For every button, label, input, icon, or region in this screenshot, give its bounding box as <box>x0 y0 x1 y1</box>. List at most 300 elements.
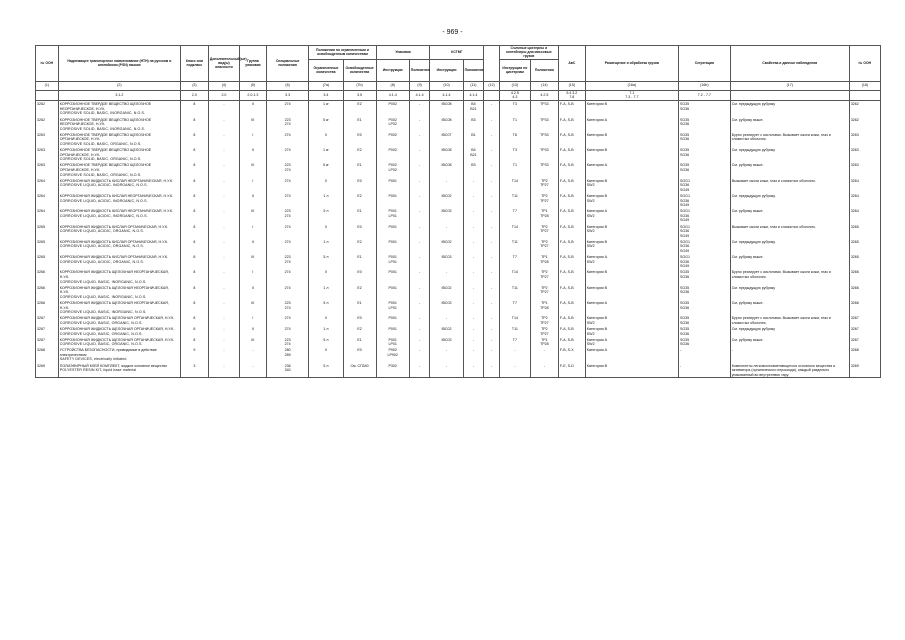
cell-un: 3267 <box>36 336 59 347</box>
header-stowage: Размещение и обработка грузов <box>585 46 678 82</box>
header-limited-qty: Ограниченные количества <box>309 59 343 81</box>
cell-eq: E2 <box>343 100 376 116</box>
cell-un2: 3263 <box>849 162 880 177</box>
name-ru: КОРРОЗИОННАЯ ЖИДКОСТЬ ЩЕЛОЧНАЯ ОРГАНИЧЕСКАЯ, Н.У.К. <box>59 337 175 342</box>
header-packaging: Упаковка <box>376 46 430 60</box>
cell-ems: F-A, S-B <box>558 116 585 131</box>
table-row <box>36 325 881 336</box>
cell-ip: - <box>463 238 484 253</box>
cell-name <box>58 131 180 146</box>
cell-lq: 5 кг <box>309 116 343 131</box>
cell-eq: E2 <box>343 284 376 299</box>
cell-pp: - <box>409 147 430 162</box>
cell-name <box>58 177 180 192</box>
cell-pg: - <box>239 362 266 378</box>
header-ibc-provisions: Положения <box>463 59 484 81</box>
name-ru: КОРРОЗИОННАЯ ЖИДКОСТЬ ЩЕЛОЧНАЯ ОРГАНИЧЕСКАЯ, Н.У.К. <box>59 316 175 321</box>
cell-eq: E1 <box>343 116 376 131</box>
cell-sp: 280 289 <box>266 347 308 362</box>
column-number-cell: (5) <box>239 81 266 90</box>
cell-pp: - <box>409 100 430 116</box>
cell-seg: SG35 SG36 <box>678 284 730 299</box>
cell-prop: См. рубрику выше. <box>730 299 849 314</box>
column-number-cell: (11) <box>463 81 484 90</box>
cell-stow: Категория A SW2 <box>585 208 678 223</box>
cell-prop: Вызывает ожоги кожи, глаз и слизистых оболочек. <box>730 223 849 238</box>
cell-pi: P001 <box>376 238 409 253</box>
cell-eq: E1 <box>343 208 376 223</box>
table-row <box>36 223 881 238</box>
cell-prop: См. предыдущую рубрику <box>730 284 849 299</box>
cell-un2: 3266 <box>849 299 880 314</box>
cell-pp: - <box>409 299 430 314</box>
cell-sub: - <box>208 147 239 162</box>
cell-prop: См. предыдущую рубрику <box>730 325 849 336</box>
cell-x12: - <box>484 269 500 284</box>
cell-pi: P001 <box>376 269 409 284</box>
table-row <box>36 254 881 269</box>
cell-pi: P001 <box>376 192 409 207</box>
cell-lq: 5 кг <box>309 162 343 177</box>
cell-ems: F-A, S-B <box>558 254 585 269</box>
cell-ip: - <box>463 362 484 378</box>
cell-pg: I <box>239 177 266 192</box>
cell-ii: - <box>430 223 463 238</box>
cell-ii: IBC02 <box>430 325 463 336</box>
cell-eq: E2 <box>343 238 376 253</box>
header-excepted-qty: Освобожденные количества <box>343 59 376 81</box>
column-number-cell: (10) <box>430 81 463 90</box>
cell-ems: F-A, S-B <box>558 238 585 253</box>
cell-tp: TP1 TP28 <box>530 254 558 269</box>
cell-ti: T14 <box>499 223 530 238</box>
cell-name <box>58 238 180 253</box>
column-number-cell: (6) <box>266 81 308 90</box>
cell-stow: Категория B <box>585 100 678 116</box>
cell-cls: 8 <box>180 325 208 336</box>
name-ru: КОРРОЗИОННАЯ ЖИДКОСТЬ ЩЕЛОЧНАЯ ОРГАНИЧЕСКАЯ, Н.У.К. <box>59 326 175 331</box>
cell-cls: 8 <box>180 284 208 299</box>
cell-x12: - <box>484 131 500 146</box>
cell-seg: SG35 SG36 <box>678 325 730 336</box>
cell-sp: 274 <box>266 147 308 162</box>
cell-seg: SGG1 SG36 SG49 <box>678 177 730 192</box>
cell-eq: E1 <box>343 299 376 314</box>
name-ru: КОРРОЗИОННОЕ ТВЕРДОЕ ВЕЩЕСТВО ЩЕЛОЧНОЕ ОРГАНИЧЕСКОЕ, Н.У.К. <box>59 132 152 142</box>
cell-un: 3265 <box>36 254 59 269</box>
cell-ii: - <box>430 315 463 326</box>
name-en: CORROSIVE SOLID, BASIC, ORGANIC, N.O.S. <box>59 142 142 147</box>
cell-pp: - <box>409 208 430 223</box>
cell-name <box>58 336 180 347</box>
cell-lq: 0 <box>309 223 343 238</box>
cell-pp: - <box>409 315 430 326</box>
cell-cls: 8 <box>180 238 208 253</box>
cell-ti: T7 <box>499 254 530 269</box>
cell-ii: - <box>430 177 463 192</box>
header-col-12 <box>484 46 500 82</box>
name-ru: КОРРОЗИОННАЯ ЖИДКОСТЬ ЩЕЛОЧНАЯ НЕОРГАНИЧЕСКАЯ, Н.У.К. <box>59 285 169 295</box>
cell-ip: - <box>463 336 484 347</box>
cell-un2: 3266 <box>849 284 880 299</box>
cell-un: 3264 <box>36 177 59 192</box>
header-no-oon-end: № ООН <box>849 46 880 82</box>
cell-un: 3268 <box>36 347 59 362</box>
cell-lq: 0 <box>309 347 343 362</box>
cell-pi: P001 LP01 <box>376 208 409 223</box>
cell-name <box>58 116 180 131</box>
cell-pi: P001 <box>376 177 409 192</box>
cell-cls: 8 <box>180 299 208 314</box>
column-reference-cell: 4.1.4 <box>409 90 430 100</box>
cell-pi: P002 <box>376 147 409 162</box>
cell-ii: - <box>430 269 463 284</box>
table-row <box>36 192 881 207</box>
cell-tp: TP2 TP27 <box>530 325 558 336</box>
name-ru: КОРРОЗИОННОЕ ТВЕРДОЕ ВЕЩЕСТВО ЩЕЛОЧНОЕ ОРГАНИЧЕСКОЕ, Н.У.К. <box>59 148 152 157</box>
name-en: CORROSIVE SOLID, BASIC, ORGANIC, N.O.S. <box>59 157 142 162</box>
cell-pi: P001 <box>376 325 409 336</box>
cell-pg: III <box>239 208 266 223</box>
cell-eq: E0 <box>343 177 376 192</box>
cell-name <box>58 254 180 269</box>
cell-sub: - <box>208 131 239 146</box>
name-ru: КОРРОЗИОННАЯ ЖИДКОСТЬ ЩЕЛОЧНАЯ НЕОРГАНИЧЕСКАЯ, Н.У.К. <box>59 300 169 310</box>
cell-tp: TP2 TP27 <box>530 223 558 238</box>
column-number-cell: (3) <box>180 81 208 90</box>
header-tanks: Съемные цистерны и контейнеры для массовых грузов <box>499 46 558 60</box>
table-row <box>36 284 881 299</box>
cell-x12: - <box>484 147 500 162</box>
cell-ip: - <box>463 284 484 299</box>
cell-seg: SGG1 SG36 SG49 <box>678 192 730 207</box>
cell-x12: - <box>484 254 500 269</box>
cell-ip: B1 <box>463 131 484 146</box>
header-tank-provisions: Положения <box>530 59 558 81</box>
cell-ii: IBC02 <box>430 238 463 253</box>
cell-eq: E0 <box>343 223 376 238</box>
column-reference-cell: 4.1.4 <box>430 90 463 100</box>
cell-tp: TP1 TP28 <box>530 336 558 347</box>
cell-lq: 5 л <box>309 362 343 378</box>
cell-sub: - <box>208 362 239 378</box>
cell-ip: - <box>463 299 484 314</box>
name-en: CORROSIVE LIQUID, ACIDIC, INORGANIC, N.O.S. <box>59 183 148 188</box>
cell-prop: - <box>730 347 849 362</box>
cell-sp: 274 <box>266 325 308 336</box>
cell-ii: IBC02 <box>430 192 463 207</box>
cell-un2: 3265 <box>849 238 880 253</box>
cell-pg: II <box>239 284 266 299</box>
cell-sub: - <box>208 116 239 131</box>
cell-pp: - <box>409 192 430 207</box>
name-en: CORROSIVE LIQUID, ACIDIC, ORGANIC, N.O.S. <box>59 259 144 264</box>
cell-lq: 5 л <box>309 299 343 314</box>
cell-x12: - <box>484 299 500 314</box>
cell-eq: E0 <box>343 131 376 146</box>
cell-seg: SG35 SG36 <box>678 116 730 131</box>
cell-prop: Компоненты легковоспламеняющегося основного вещества и активатора (органического пероксида), каждый раздельно упакованный во внутреннюю тару. <box>730 362 849 378</box>
cell-eq: E1 <box>343 254 376 269</box>
cell-x12: - <box>484 362 500 378</box>
cell-tp: TP1 TP28 <box>530 208 558 223</box>
cell-un2: 3268 <box>849 347 880 362</box>
cell-ems: F-A, S-B <box>558 192 585 207</box>
cell-ip: - <box>463 315 484 326</box>
column-reference-cell: 4.2.5 4.3 <box>499 90 530 100</box>
cell-ip: B4 B21 <box>463 147 484 162</box>
cell-name <box>58 284 180 299</box>
column-reference-cell: 2.0.1.3 <box>239 90 266 100</box>
column-number-cell: (9) <box>409 81 430 90</box>
cell-lq: 0 <box>309 269 343 284</box>
cell-sp: 274 <box>266 100 308 116</box>
name-ru: КОРРОЗИОННАЯ ЖИДКОСТЬ ЩЕЛОЧНАЯ НЕОРГАНИЧЕСКАЯ, Н.У.К. <box>59 270 169 279</box>
cell-pg: I <box>239 223 266 238</box>
cell-seg: SG35 SG36 <box>678 147 730 162</box>
cell-ems: F-A, S-B <box>558 162 585 177</box>
cell-un: 3267 <box>36 315 59 326</box>
column-reference-cell: 4.1.4 <box>376 90 409 100</box>
table-row <box>36 299 881 314</box>
cell-lq: 1 л <box>309 192 343 207</box>
cell-name <box>58 208 180 223</box>
cell-pg: II <box>239 238 266 253</box>
cell-eq: E2 <box>343 192 376 207</box>
cell-x12: - <box>484 223 500 238</box>
cell-tp: TP2 TP27 <box>530 192 558 207</box>
page-number: - 969 - <box>442 29 463 36</box>
column-reference-cell: 3.5 <box>343 90 376 100</box>
cell-name <box>58 347 180 362</box>
cell-lq: 0 <box>309 177 343 192</box>
column-number-cell: (4) <box>208 81 239 90</box>
header-packaging-provisions: Положения <box>409 59 430 81</box>
cell-pi: P002 <box>376 131 409 146</box>
cell-ii: IBC08 <box>430 100 463 116</box>
cell-prop: Вызывает ожоги кожи, глаз и слизистых оболочек. <box>730 177 849 192</box>
name-en: CORROSIVE LIQUID, BASIC, INORGANIC, N.O.S. <box>59 310 147 315</box>
cell-x12: - <box>484 315 500 326</box>
cell-sp: 274 <box>266 238 308 253</box>
cell-cls: 8 <box>180 162 208 177</box>
column-number-cell: (14) <box>530 81 558 90</box>
cell-tp: TP2 TP27 <box>530 284 558 299</box>
cell-ip: B3 <box>463 162 484 177</box>
cell-x12: - <box>484 162 500 177</box>
cell-ii: IBC03 <box>430 208 463 223</box>
cell-tp: TP1 TP28 <box>530 299 558 314</box>
cell-stow: Категория A <box>585 347 678 362</box>
cell-pg: III <box>239 336 266 347</box>
cell-prop: См. предыдущую рубрику. <box>730 238 849 253</box>
column-number-cell: (12) <box>484 81 500 90</box>
cell-prop: См. предыдущую рубрику. <box>730 192 849 207</box>
cell-prop: См. рубрику выше. <box>730 336 849 347</box>
cell-name <box>58 325 180 336</box>
cell-seg: SGG1 SG36 SG49 <box>678 254 730 269</box>
table-row <box>36 147 881 162</box>
name-ru: КОРРОЗИОННАЯ ЖИДКОСТЬ КИСЛАЯ НЕОРГАНИЧЕСКАЯ, Н.У.К. <box>59 209 173 214</box>
cell-x12: - <box>484 238 500 253</box>
cell-x12: - <box>484 192 500 207</box>
cell-seg: SG35 SG36 <box>678 315 730 326</box>
cell-ti: T11 <box>499 192 530 207</box>
header-tank-instructions: Инструкции по цистернам <box>499 59 530 81</box>
cell-prop: См. рубрику выше. <box>730 162 849 177</box>
cell-un: 3263 <box>36 147 59 162</box>
column-reference-cell <box>484 90 500 100</box>
cell-cls: 8 <box>180 147 208 162</box>
name-en: CORROSIVE LIQUID, BASIC, ORGANIC, N.O.S. <box>59 342 143 347</box>
cell-ti: T11 <box>499 238 530 253</box>
cell-ti: T3 <box>499 147 530 162</box>
cell-sp: 274 <box>266 192 308 207</box>
cell-eq: E0 <box>343 269 376 284</box>
cell-pg: II <box>239 147 266 162</box>
cell-un2: 3263 <box>849 147 880 162</box>
cell-sub: - <box>208 284 239 299</box>
cell-ems: F-A, S-B <box>558 299 585 314</box>
cell-ii: - <box>430 362 463 378</box>
cell-stow: Категория B SW2 <box>585 238 678 253</box>
cell-ems: F-A, S-B <box>558 223 585 238</box>
cell-ti: T1 <box>499 162 530 177</box>
cell-seg: SG35 SG36 <box>678 100 730 116</box>
column-number-cell: (7b) <box>343 81 376 90</box>
cell-name <box>58 192 180 207</box>
cell-stow: Категория B SW2 <box>585 315 678 326</box>
cell-pg: III <box>239 299 266 314</box>
column-number-cell: (7a) <box>309 81 343 90</box>
column-number-row <box>36 81 881 90</box>
cell-lq: 5 л <box>309 208 343 223</box>
cell-cls: 8 <box>180 315 208 326</box>
column-reference-cell: 3.4 <box>309 90 343 100</box>
dangerous-goods-table <box>35 45 881 378</box>
cell-seg: SGG1 SG36 SG49 <box>678 223 730 238</box>
cell-pg: III <box>239 254 266 269</box>
cell-stow: Категория A <box>585 162 678 177</box>
cell-pp: - <box>409 131 430 146</box>
cell-ip: B4 B21 <box>463 100 484 116</box>
cell-stow: Категория B SW2 <box>585 177 678 192</box>
cell-tp: TP33 <box>530 100 558 116</box>
cell-tp: TP33 <box>530 131 558 146</box>
cell-pp: - <box>409 116 430 131</box>
cell-prop: Бурно реагирует с кислотами. Вызывает ожоги кожи, глаз и слизистых оболочек. <box>730 131 849 146</box>
cell-un2: 3267 <box>849 315 880 326</box>
cell-pi: P001 LP01 <box>376 336 409 347</box>
cell-ii: IBC07 <box>430 131 463 146</box>
cell-ems: F-A, S-B <box>558 208 585 223</box>
cell-ti: T1 <box>499 116 530 131</box>
column-reference-cell: 4.1.4 <box>463 90 484 100</box>
cell-ti: T7 <box>499 208 530 223</box>
cell-sp: 236 340 <box>266 362 308 378</box>
column-reference-cell: 7.2 - 7.7 <box>678 90 730 100</box>
cell-eq: E2 <box>343 325 376 336</box>
header-ams: АвС <box>558 46 585 82</box>
cell-sp: 274 <box>266 223 308 238</box>
cell-ems: F-A, S-B <box>558 131 585 146</box>
cell-sp: 223 274 <box>266 299 308 314</box>
cell-ti: T14 <box>499 177 530 192</box>
cell-sub: - <box>208 208 239 223</box>
header-ibc-instructions: Инструкции <box>430 59 463 81</box>
name-en: CORROSIVE LIQUID, BASIC, INORGANIC, N.O.S. <box>59 279 147 284</box>
cell-x12: - <box>484 336 500 347</box>
name-en: CORROSIVE LIQUID, ACIDIC, ORGANIC, N.O.S. <box>59 244 144 249</box>
column-reference-row <box>36 90 881 100</box>
cell-eq: См. СП340 <box>343 362 376 378</box>
cell-seg: - <box>678 362 730 378</box>
table-row <box>36 315 881 326</box>
cell-cls: 8 <box>180 177 208 192</box>
table-row <box>36 238 881 253</box>
column-reference-cell: 7.1 7.3 - 7.7 <box>585 90 678 100</box>
column-number-cell: (16a) <box>585 81 678 90</box>
cell-ems: F-E, S-D <box>558 362 585 378</box>
name-ru: КОРРОЗИОННОЕ ТВЕРДОЕ ВЕЩЕСТВО ЩЕЛОЧНОЕ НЕОРГАНИЧЕСКОЕ, Н.У.К. <box>59 117 152 127</box>
cell-lq: 1 кг <box>309 100 343 116</box>
cell-un: 3262 <box>36 100 59 116</box>
cell-ems: F-A, S-B <box>558 177 585 192</box>
cell-lq: 1 л <box>309 325 343 336</box>
column-reference-cell: 3.1.2 <box>58 90 180 100</box>
cell-sub: - <box>208 347 239 362</box>
cell-tp: - <box>530 347 558 362</box>
cell-stow: Категория B SW2 <box>585 192 678 207</box>
cell-pi: P001 <box>376 315 409 326</box>
column-reference-cell: 2.0 <box>208 90 239 100</box>
cell-x12: - <box>484 177 500 192</box>
cell-ti: - <box>499 362 530 378</box>
table-row <box>36 208 881 223</box>
header-special-provisions: Специальные положения <box>266 46 308 82</box>
cell-ti: T7 <box>499 299 530 314</box>
cell-pg: - <box>239 347 266 362</box>
cell-ii: IBC03 <box>430 254 463 269</box>
name-ru: КОРРОЗИОННАЯ ЖИДКОСТЬ КИСЛАЯ НЕОРГАНИЧЕСКАЯ, Н.У.К. <box>59 193 173 198</box>
header-kspm: КСГМГ <box>430 46 484 60</box>
cell-stow: Категория A SW2 <box>585 254 678 269</box>
cell-pi: P001 LP01 <box>376 254 409 269</box>
cell-ems: F-A, S-B <box>558 325 585 336</box>
column-reference-cell <box>730 90 849 100</box>
cell-eq: E0 <box>343 315 376 326</box>
cell-tp: TP2 TP27 <box>530 269 558 284</box>
table-row <box>36 269 881 284</box>
cell-sp: 274 <box>266 269 308 284</box>
cell-sub: - <box>208 325 239 336</box>
name-ru: КОРРОЗИОННАЯ ЖИДКОСТЬ КИСЛАЯ ОРГАНИЧЕСКАЯ, Н.У.К. <box>59 224 168 229</box>
cell-seg: SG35 SG36 <box>678 336 730 347</box>
cell-stow: Категория A <box>585 299 678 314</box>
cell-x12: - <box>484 116 500 131</box>
cell-sub: - <box>208 177 239 192</box>
cell-cls: 8 <box>180 116 208 131</box>
cell-pp: - <box>409 238 430 253</box>
header-name: Надлежащее транспортное наименование (НТН) на русском и английском (PSN) языках <box>58 46 180 82</box>
cell-sub: - <box>208 336 239 347</box>
cell-tp: TP2 TP27 <box>530 177 558 192</box>
cell-ems: F-A, S-B <box>558 336 585 347</box>
cell-name <box>58 147 180 162</box>
cell-un: 3266 <box>36 299 59 314</box>
cell-ti: - <box>499 347 530 362</box>
cell-lq: 1 л <box>309 238 343 253</box>
